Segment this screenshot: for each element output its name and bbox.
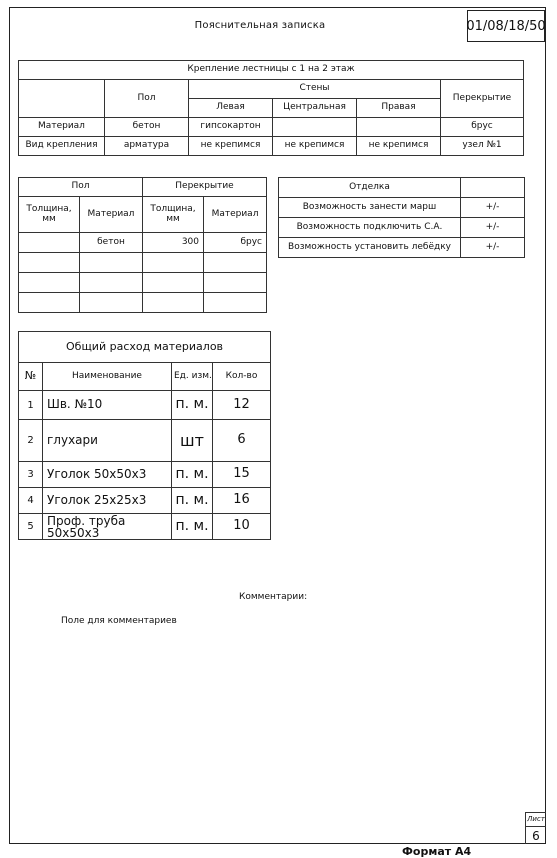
- table-row: [19, 462, 271, 488]
- materials-table: [18, 331, 271, 540]
- material-name: глухари: [43, 420, 172, 462]
- table-row: [19, 391, 271, 420]
- table-row: [19, 293, 267, 313]
- header-thickness: Толщина, мм: [19, 197, 80, 233]
- table-row: [279, 238, 525, 258]
- table-cell: арматура: [105, 137, 189, 156]
- table-cell: [143, 253, 204, 273]
- table-cell: узел №1: [441, 137, 524, 156]
- paper-format-label: Формат A4: [402, 845, 472, 858]
- table-cell: брус: [441, 118, 524, 137]
- table-row: [279, 198, 525, 218]
- page-title: Пояснительная записка: [194, 20, 326, 31]
- table-cell: [204, 273, 267, 293]
- material-unit: п. м.: [172, 462, 213, 488]
- table-row: [19, 137, 524, 156]
- table-cell: Возможность установить лебёдку: [279, 238, 461, 258]
- material-unit: шт: [172, 420, 213, 462]
- header-empty: [461, 178, 525, 198]
- floor-ceiling-table: [18, 177, 267, 313]
- header-perekrytie: Перекрытие: [441, 80, 524, 118]
- table-cell: [273, 118, 357, 137]
- table-cell: [19, 253, 80, 273]
- header-material: Материал: [204, 197, 267, 233]
- table-row: [19, 118, 524, 137]
- material-name: Шв. №10: [43, 391, 172, 420]
- header-steny: Стены: [189, 80, 441, 99]
- material-quantity: 6: [213, 420, 271, 462]
- header-perekrytie: Перекрытие: [143, 178, 267, 197]
- material-quantity: 10: [213, 514, 271, 540]
- header-unit: Ед. изм.: [172, 363, 213, 391]
- table-cell: [357, 118, 441, 137]
- table-cell: [19, 293, 80, 313]
- document-code: 01/08/18/50: [467, 10, 545, 42]
- table-cell: [80, 273, 143, 293]
- header-quantity: Кол-во: [213, 363, 271, 391]
- mounting-table-caption: Крепление лестницы с 1 на 2 этаж: [19, 61, 524, 80]
- header-pol: Пол: [105, 80, 189, 118]
- table-cell: брус: [204, 233, 267, 253]
- material-quantity: 15: [213, 462, 271, 488]
- sheet-number: 6: [532, 829, 540, 843]
- header-centralnaya: Центральная: [273, 99, 357, 118]
- header-thickness: Толщина, мм: [143, 197, 204, 233]
- table-cell: [143, 273, 204, 293]
- header-number: №: [19, 363, 43, 391]
- row-number: 3: [19, 462, 43, 488]
- sheet-label: Лист: [526, 813, 546, 827]
- finishing-table: [278, 177, 525, 258]
- comments-field[interactable]: Поле для комментариев: [61, 616, 177, 626]
- table-cell: [80, 293, 143, 313]
- row-number: 4: [19, 488, 43, 514]
- header-name: Наименование: [43, 363, 172, 391]
- header-pravaya: Правая: [357, 99, 441, 118]
- header-otdelka: Отделка: [279, 178, 461, 198]
- table-row: [19, 514, 271, 540]
- table-cell: Материал: [19, 118, 105, 137]
- table-cell: +/-: [461, 198, 525, 218]
- table-cell: +/-: [461, 218, 525, 238]
- mounting-table: [18, 60, 524, 156]
- header-pol: Пол: [19, 178, 143, 197]
- table-cell: не крепимся: [189, 137, 273, 156]
- material-name: Проф. труба 50x50x3: [43, 514, 172, 540]
- sheet-number-box: [525, 812, 546, 844]
- material-unit: п. м.: [172, 391, 213, 420]
- table-row: [19, 488, 271, 514]
- header-empty: [19, 80, 105, 118]
- table-cell: не крепимся: [357, 137, 441, 156]
- table-cell: гипсокартон: [189, 118, 273, 137]
- table-cell: +/-: [461, 238, 525, 258]
- table-cell: Вид крепления: [19, 137, 105, 156]
- row-number: 2: [19, 420, 43, 462]
- table-cell: [204, 293, 267, 313]
- row-number: 1: [19, 391, 43, 420]
- material-quantity: 12: [213, 391, 271, 420]
- table-row: [19, 233, 267, 253]
- table-cell: бетон: [80, 233, 143, 253]
- table-cell: [19, 273, 80, 293]
- header-levaya: Левая: [189, 99, 273, 118]
- table-cell: [143, 293, 204, 313]
- table-cell: Возможность подключить С.А.: [279, 218, 461, 238]
- material-name: Уголок 25x25x3: [43, 488, 172, 514]
- table-row: [19, 253, 267, 273]
- material-name: Уголок 50x50x3: [43, 462, 172, 488]
- header-material: Материал: [80, 197, 143, 233]
- table-row: [19, 420, 271, 462]
- row-number: 5: [19, 514, 43, 540]
- materials-table-caption: Общий расход материалов: [19, 332, 271, 363]
- table-cell: [80, 253, 143, 273]
- table-cell: [19, 233, 80, 253]
- comments-label: Комментарии:: [239, 592, 308, 602]
- material-unit: п. м.: [172, 514, 213, 540]
- table-cell: не крепимся: [273, 137, 357, 156]
- table-row: [279, 218, 525, 238]
- table-row: [19, 273, 267, 293]
- table-cell: бетон: [105, 118, 189, 137]
- material-quantity: 16: [213, 488, 271, 514]
- material-unit: п. м.: [172, 488, 213, 514]
- table-cell: [204, 253, 267, 273]
- table-cell: Возможность занести марш: [279, 198, 461, 218]
- table-cell: 300: [143, 233, 204, 253]
